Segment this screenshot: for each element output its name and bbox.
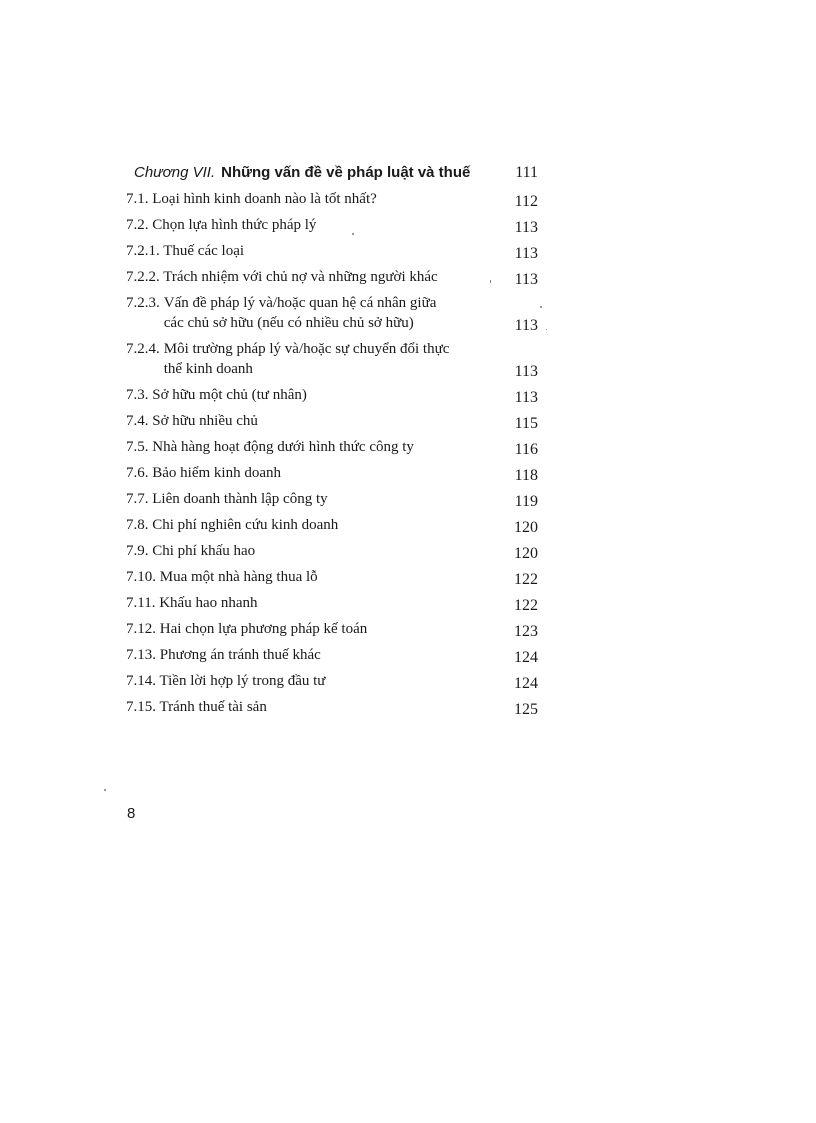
- entry-page-number: 123: [514, 623, 538, 640]
- entry-page-number: 122: [514, 571, 538, 588]
- entry-number: 7.4.: [126, 413, 149, 429]
- entry-number: 7.3.: [126, 387, 149, 403]
- entry-number: 7.1.: [126, 191, 149, 207]
- entry-page-number: 113: [514, 219, 538, 236]
- scan-speck: [490, 280, 491, 283]
- entry-number: 7.2.: [126, 217, 149, 233]
- entry-title: Chi phí khấu hao: [152, 543, 256, 559]
- entry-title: Bảo hiểm kinh doanh: [152, 465, 281, 481]
- toc-entry-7-4: [126, 408, 538, 434]
- toc-entry-7-14: [126, 668, 538, 694]
- entry-title: Mua một nhà hàng thua lỗ: [159, 569, 318, 585]
- entry-page-number: 113: [514, 363, 538, 380]
- entry-number: 7.6.: [126, 465, 149, 481]
- entry-title: Tránh thuế tài sản: [159, 699, 267, 715]
- entry-page-number: 112: [514, 193, 538, 210]
- entry-number: 7.7.: [126, 491, 149, 507]
- entry-page-number: 113: [514, 317, 538, 334]
- entry-title: Tiền lời hợp lý trong đầu tư: [159, 673, 326, 689]
- entry-page-number: 120: [514, 545, 538, 562]
- chapter-label: Chương VII.: [134, 164, 216, 181]
- entry-title: Nhà hàng hoạt động dưới hình thức công ty: [152, 439, 414, 455]
- entry-page-number: 124: [514, 649, 538, 666]
- entry-title: Loại hình kinh doanh nào là tốt nhất?: [152, 191, 377, 207]
- entry-number: 7.5.: [126, 439, 149, 455]
- entry-number: 7.10.: [126, 569, 156, 585]
- toc-entry-7-1: [126, 186, 538, 212]
- chapter-heading: [126, 160, 538, 186]
- entry-number: 7.2.2.: [126, 269, 160, 285]
- entry-number: 7.13.: [126, 647, 156, 663]
- entry-page-number: 113: [514, 271, 538, 288]
- entry-title: Liên doanh thành lập công ty: [152, 491, 328, 507]
- entry-title-line-2: các chủ sở hữu (nếu có nhiều chủ sở hữu): [163, 315, 414, 331]
- toc-entry-7-10: [126, 564, 538, 590]
- toc-entry-7-7: [126, 486, 538, 512]
- entry-page-number: 116: [514, 441, 538, 458]
- toc-entry-7-13: [126, 642, 538, 668]
- entry-title: Chọn lựa hình thức pháp lý: [152, 217, 317, 233]
- entry-title: Thuế các loại: [163, 243, 245, 259]
- entry-page-number: 122: [514, 597, 538, 614]
- toc-entry-7-2-2: [126, 264, 538, 290]
- toc-entry-7-2-1: [126, 238, 538, 264]
- entry-title-line-2: thể kinh doanh: [163, 361, 253, 377]
- entry-title: Phương án tránh thuế khác: [159, 647, 321, 663]
- entry-title: Hai chọn lựa phương pháp kế toán: [159, 621, 368, 637]
- entry-page-number: 118: [514, 467, 538, 484]
- entry-title: Chi phí nghiên cứu kinh doanh: [152, 517, 339, 533]
- scan-speck: [540, 306, 542, 308]
- entry-title: Trách nhiệm với chủ nợ và những người khác: [163, 269, 438, 285]
- entry-title: Khấu hao nhanh: [159, 595, 258, 611]
- entry-page-number: 120: [514, 519, 538, 536]
- entry-number: 7.14.: [126, 673, 156, 689]
- toc-entry-7-8: [126, 512, 538, 538]
- entry-page-number: 119: [514, 493, 538, 510]
- toc-entry-7-3: [126, 382, 538, 408]
- toc-entry-7-2-4: [126, 336, 538, 382]
- toc-entry-7-5: [126, 434, 538, 460]
- scan-speck: [104, 789, 106, 791]
- entry-page-number: 124: [514, 675, 538, 692]
- entry-page-number: 115: [514, 415, 538, 432]
- entry-title: Sở hữu một chủ (tư nhân): [152, 387, 307, 403]
- table-of-contents: [126, 160, 538, 720]
- entry-page-number: 125: [514, 701, 538, 718]
- toc-entry-7-15: [126, 694, 538, 720]
- toc-entry-7-6: [126, 460, 538, 486]
- toc-entry-7-11: [126, 590, 538, 616]
- entry-title-line-1: Vấn đề pháp lý và/hoặc quan hệ cá nhân giữa: [163, 295, 437, 311]
- toc-entry-7-2-3: [126, 290, 538, 336]
- toc-entry-7-12: [126, 616, 538, 642]
- entry-number: 7.9.: [126, 543, 149, 559]
- toc-entry-7-2: [126, 212, 538, 238]
- chapter-page-number: 111: [515, 164, 538, 181]
- chapter-title: Những vấn đề về pháp luật và thuế: [221, 164, 471, 181]
- scan-speck: [352, 233, 354, 235]
- entry-title-line-1: Môi trường pháp lý và/hoặc sự chuyển đổi thực: [163, 341, 450, 357]
- page-number-footer: 8: [127, 805, 136, 822]
- entry-number: 7.2.1.: [126, 243, 160, 259]
- entry-number: 7.11.: [126, 595, 156, 611]
- scan-speck: [546, 329, 547, 330]
- entry-page-number: 113: [514, 389, 538, 406]
- entry-number: 7.2.3.: [126, 295, 160, 311]
- entry-number: 7.12.: [126, 621, 156, 637]
- entry-number: 7.2.4.: [126, 341, 160, 357]
- entry-page-number: 113: [514, 245, 538, 262]
- entry-number: 7.8.: [126, 517, 149, 533]
- entry-title: Sở hữu nhiều chủ: [152, 413, 258, 429]
- toc-entry-7-9: [126, 538, 538, 564]
- entry-number: 7.15.: [126, 699, 156, 715]
